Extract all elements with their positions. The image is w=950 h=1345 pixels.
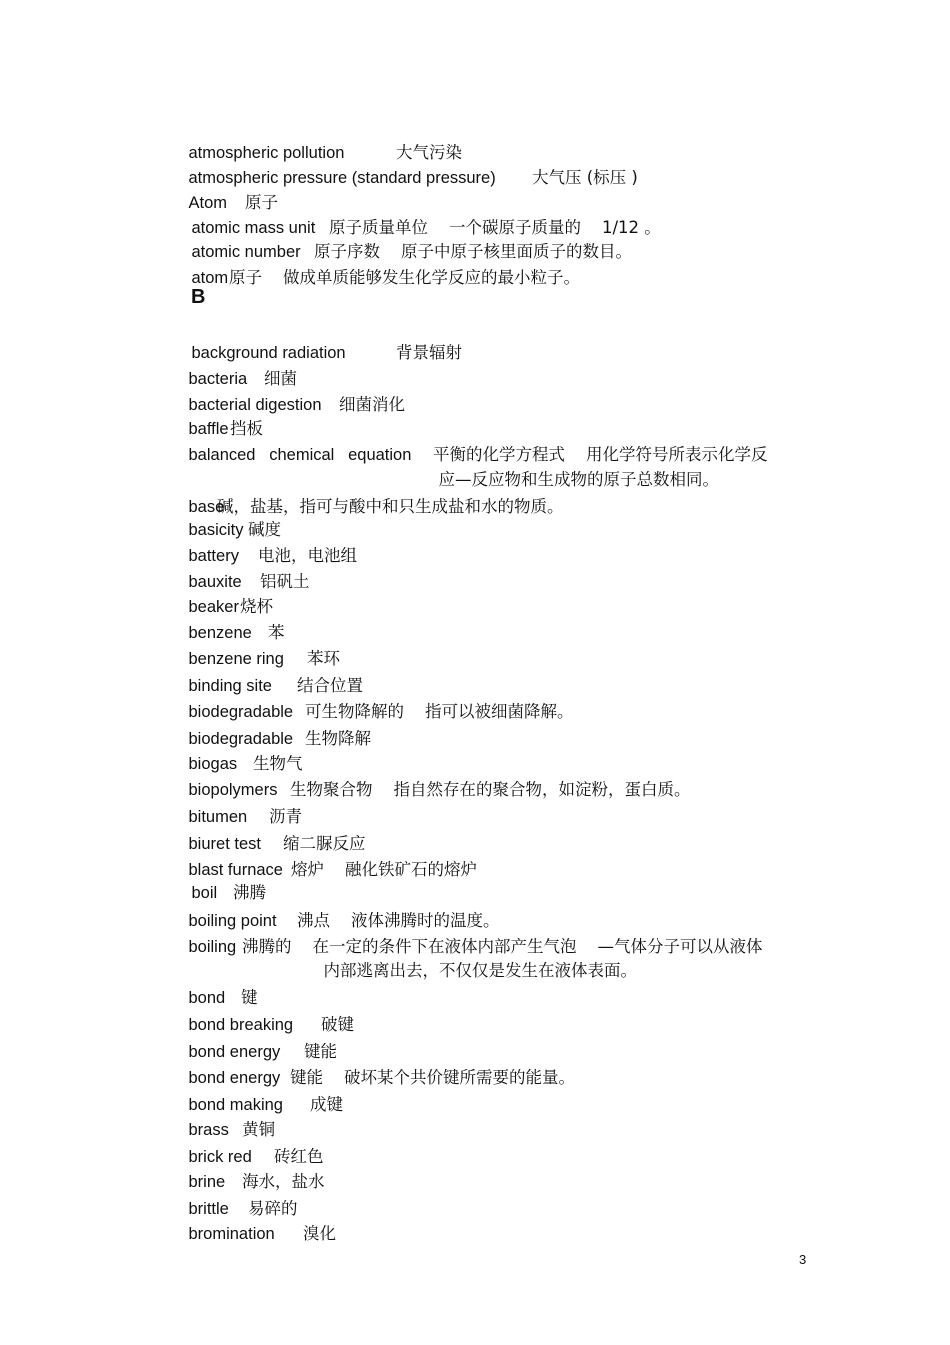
entry-definition: 键能 破坏某个共价键所需要的能量。 — [290, 1068, 575, 1087]
entry-definition: 生物降解 — [305, 729, 371, 748]
entry-definition: 细菌消化 — [339, 395, 405, 414]
entry-term: brittle — [188, 1200, 229, 1218]
entry-definition: 细菌 — [264, 369, 297, 388]
entry-definition: 沸点 液体沸腾时的温度。 — [297, 911, 500, 930]
entry-term: atmospheric pollution — [188, 144, 345, 162]
entry-definition: 碱，盐基，指可与酸中和只生成盐和水的物质。 — [217, 497, 564, 516]
entry-definition: 溴化 — [303, 1224, 336, 1243]
entry-term: biuret test — [188, 835, 261, 853]
entry-term: benzene — [188, 624, 252, 642]
entry-term: basicity — [188, 521, 244, 539]
entry-definition: 大气压 (标压 ) — [532, 168, 638, 187]
entry-definition: 苯环 — [307, 649, 340, 668]
entry-term: bitumen — [188, 808, 248, 826]
entry-term: battery — [188, 547, 239, 565]
entry-term: boiling — [188, 938, 237, 956]
entry-definition: 烧杯 — [240, 597, 273, 616]
entry-definition: 破键 — [321, 1015, 354, 1034]
entry-term: binding site — [188, 677, 272, 695]
entry-balanced-chemical-equation-cont — [428, 450, 719, 490]
entry-definition: 平衡的化学方程式 用化学符号所表示化学反 — [433, 445, 768, 464]
entry-term: Atom — [188, 194, 228, 212]
entry-definition: 可生物降解的 指可以被细菌降解。 — [305, 702, 574, 721]
entry-term: atom — [191, 269, 229, 287]
entry-definition: 背景辐射 — [396, 343, 462, 362]
entry-definition: 沸腾的 在一定的条件下在液体内部产生气泡 —气体分子可以从液体 — [242, 937, 763, 956]
entry-definition: 黄铜 — [242, 1120, 275, 1139]
entry-definition: 海水，盐水 — [242, 1172, 325, 1191]
entry-definition: 生物聚合物 指自然存在的聚合物，如淀粉，蛋白质。 — [290, 780, 691, 799]
entry-term: blast furnace — [188, 861, 283, 879]
entry-definition: 原子序数 原子中原子核里面质子的数目。 — [314, 242, 632, 261]
entry-definition-continued: 内部逃离出去，不仅仅是发生在液体表面。 — [323, 961, 637, 980]
entry-term: biodegradable — [188, 703, 294, 721]
entry-definition: 电池，电池组 — [258, 546, 357, 565]
entry-definition: 结合位置 — [297, 676, 363, 695]
entry-definition: 苯 — [268, 623, 285, 642]
entry-term: background radiation — [191, 344, 346, 362]
entry-definition-continued: 应—反应物和生成物的原子总数相同。 — [438, 470, 719, 489]
entry-definition: 碱度 — [248, 520, 281, 539]
entry-definition: 原子质量单位 一个碳原子质量的 1/12 。 — [329, 218, 661, 237]
entry-term: bauxite — [188, 573, 242, 591]
entry-definition: 原子 — [245, 193, 278, 212]
entry-definition: 沥青 — [269, 807, 302, 826]
entry-term: bond energy — [188, 1043, 281, 1061]
entry-term: bond — [188, 989, 226, 1007]
entry-definition: 键 — [241, 988, 258, 1007]
entry-term: beaker — [188, 598, 239, 616]
page-number: 3 — [799, 1252, 807, 1267]
entry-boiling-cont — [313, 941, 637, 981]
entry-term: biodegradable — [188, 730, 294, 748]
entry-definition: 熔炉 融化铁矿石的熔炉 — [291, 860, 477, 879]
entry-term: boiling point — [188, 912, 277, 930]
entry-term: atmospheric pressure (standard pressure) — [188, 169, 496, 187]
entry-term: atomic number — [191, 243, 301, 261]
entry-definition: 大气污染 — [396, 143, 462, 162]
entry-term: bond breaking — [188, 1016, 294, 1034]
entry-term: biogas — [188, 755, 238, 773]
entry-term: bond making — [188, 1096, 283, 1114]
entry-definition: 砖红色 — [274, 1147, 324, 1166]
entry-term: benzene ring — [188, 650, 284, 668]
entry-definition: 原子 做成单质能够发生化学反应的最小粒子。 — [229, 268, 580, 287]
entry-term: boil — [191, 884, 218, 902]
entry-term: atomic mass unit — [191, 219, 316, 237]
entry-term: brick red — [188, 1148, 252, 1166]
entry-definition: 挡板 — [230, 419, 263, 438]
entry-term: biopolymers — [188, 781, 278, 799]
entry-term: base — [188, 498, 225, 516]
entry-term: bacteria — [188, 370, 248, 388]
entry-definition: 成键 — [310, 1095, 343, 1114]
entry-term: balanced chemical equation — [188, 446, 412, 464]
section-heading: B — [191, 286, 206, 308]
entry-term: bacterial digestion — [188, 396, 322, 414]
entry-definition: 缩二脲反应 — [283, 834, 366, 853]
entry-term: brine — [188, 1173, 226, 1191]
entry-definition: 沸腾 — [233, 883, 266, 902]
entry-term: bromination — [188, 1225, 275, 1243]
entry-term: bond energy — [188, 1069, 281, 1087]
entry-balanced-chemical-equation — [178, 425, 768, 465]
entry-definition: 易碎的 — [248, 1199, 298, 1218]
entry-term: brass — [188, 1121, 229, 1139]
entry-definition: 铝矾土 — [260, 572, 310, 591]
entry-term: baffle — [188, 420, 229, 438]
entry-definition: 键能 — [304, 1042, 337, 1061]
entry-definition: 生物气 — [253, 754, 303, 773]
